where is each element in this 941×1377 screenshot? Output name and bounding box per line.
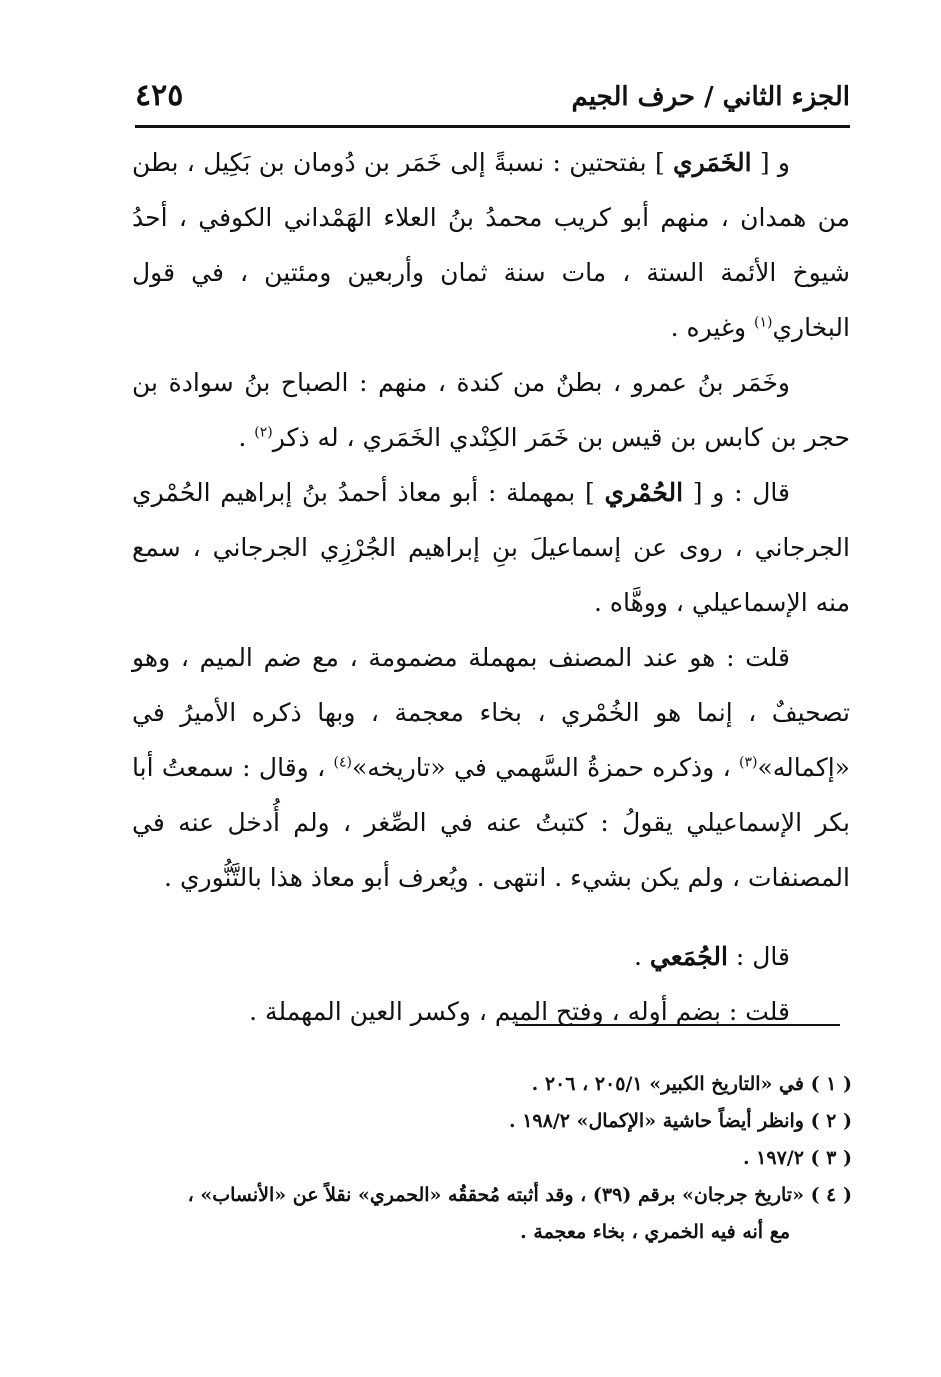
footnote-ref: (٤)	[333, 754, 352, 771]
footnote-rule	[515, 1024, 840, 1026]
main-text	[132, 135, 850, 1039]
paragraph-text: قلت : هو عند المصنف بمهملة مضمومة ، مع ضم الميم ، وهو تصحيفٌ ، إنما هو الخُمْري ، بخاء معجمة ، وبها ذكره الأميرُ في «إكماله»	[132, 643, 850, 782]
paragraph-correction	[132, 630, 850, 905]
entry-open: و [	[759, 148, 790, 177]
paragraph-text: ، وقال : سمعتُ أبا بكر الإسماعيلي يقولُ : كتبتُ عنه في الصِّغر ، ولم أُدخل عنه في المصنفات ، ولم يكن بشيء . انتهى . ويُعرف أبو معاذ هذا بالتَّنُّوري .	[132, 753, 850, 892]
entry-close: ]	[584, 478, 595, 507]
paragraph-text: بمهملة : أبو معاذ أحمدُ بنُ إبراهيم الحُمْري الجرجاني ، روى عن إسماعيلَ بنِ إبراهيم الجُرْزِي الجرجاني ، سمع منه الإسماعيلي ، ووهَّاه .	[132, 478, 850, 617]
paragraph-humri	[132, 465, 850, 630]
running-title: الجزء الثاني / حرف الجيم	[571, 82, 850, 112]
footnote-1: ( ١ ) في «التاريخ الكبير» ٢٠٥/١ ، ٢٠٦ .	[531, 1073, 852, 1095]
entry-close: ]	[654, 148, 665, 177]
paragraph-text: بفتحتين : نسبةً إلى خَمَر بن دُومان بن بَكِيل ، بطن من همدان ، منهم أبو كريب محمدُ بنُ العلاء الهَمْداني الكوفي ، أحدُ شيوخ الأئمة الستة ، مات سنة ثمان وأربعين ومئتين ، في قول البخاري	[132, 148, 850, 342]
entry-term: الحُمْري	[604, 478, 684, 507]
entry-open: قال : و [	[692, 478, 790, 507]
paragraph-jumai-note	[132, 984, 850, 1039]
footnote-2: ( ٢ ) وانظر أيضاً حاشية «الإكمال» ١٩٨/٢ .	[508, 1110, 852, 1132]
footnotes	[130, 1066, 852, 1251]
entry-term: الخَمَري	[673, 148, 752, 177]
paragraph-text: قلت : بضم أوله ، وفتح الميم ، وكسر العين المهملة .	[249, 997, 790, 1026]
paragraph-khamari	[132, 135, 850, 355]
paragraph-text: ، وذكره حمزةُ السَّهمي في «تاريخه»	[351, 753, 731, 782]
paragraph-khamar-kinda	[132, 355, 850, 465]
paragraph-text: وخَمَر بنُ عمرو ، بطنٌ من كندة ، منهم : الصباح بنُ سوادة بن حجر بن كابس بن قيس بن خَمَر الكِنْدي الخَمَري ، له ذكر	[132, 368, 850, 452]
paragraph-tail: وغيره .	[670, 313, 747, 342]
page-header	[135, 78, 850, 124]
paragraph-tail: .	[238, 423, 247, 452]
paragraph-jumai	[132, 929, 850, 984]
footnote-4-continuation: مع أنه فيه الخمري ، بخاء معجمة .	[520, 1221, 790, 1243]
footnote-ref: (٣)	[738, 754, 758, 771]
page-number: ٤٢٥	[135, 78, 184, 113]
footnote-ref: (١)	[754, 314, 773, 331]
entry-term: الجُمَعي	[649, 942, 728, 971]
header-rule	[135, 125, 850, 128]
entry-open: قال :	[735, 942, 790, 971]
footnote-ref: (٢)	[254, 424, 273, 441]
footnote-3: ( ٣ ) ١٩٧/٢ .	[742, 1147, 852, 1169]
footnote-4: ( ٤ ) «تاريخ جرجان» برقم (٣٩) ، وقد أثبته مُحققُه «الحمري» نقلاً عن «الأنساب» ،	[187, 1184, 852, 1206]
paragraph-tail: .	[633, 942, 642, 971]
